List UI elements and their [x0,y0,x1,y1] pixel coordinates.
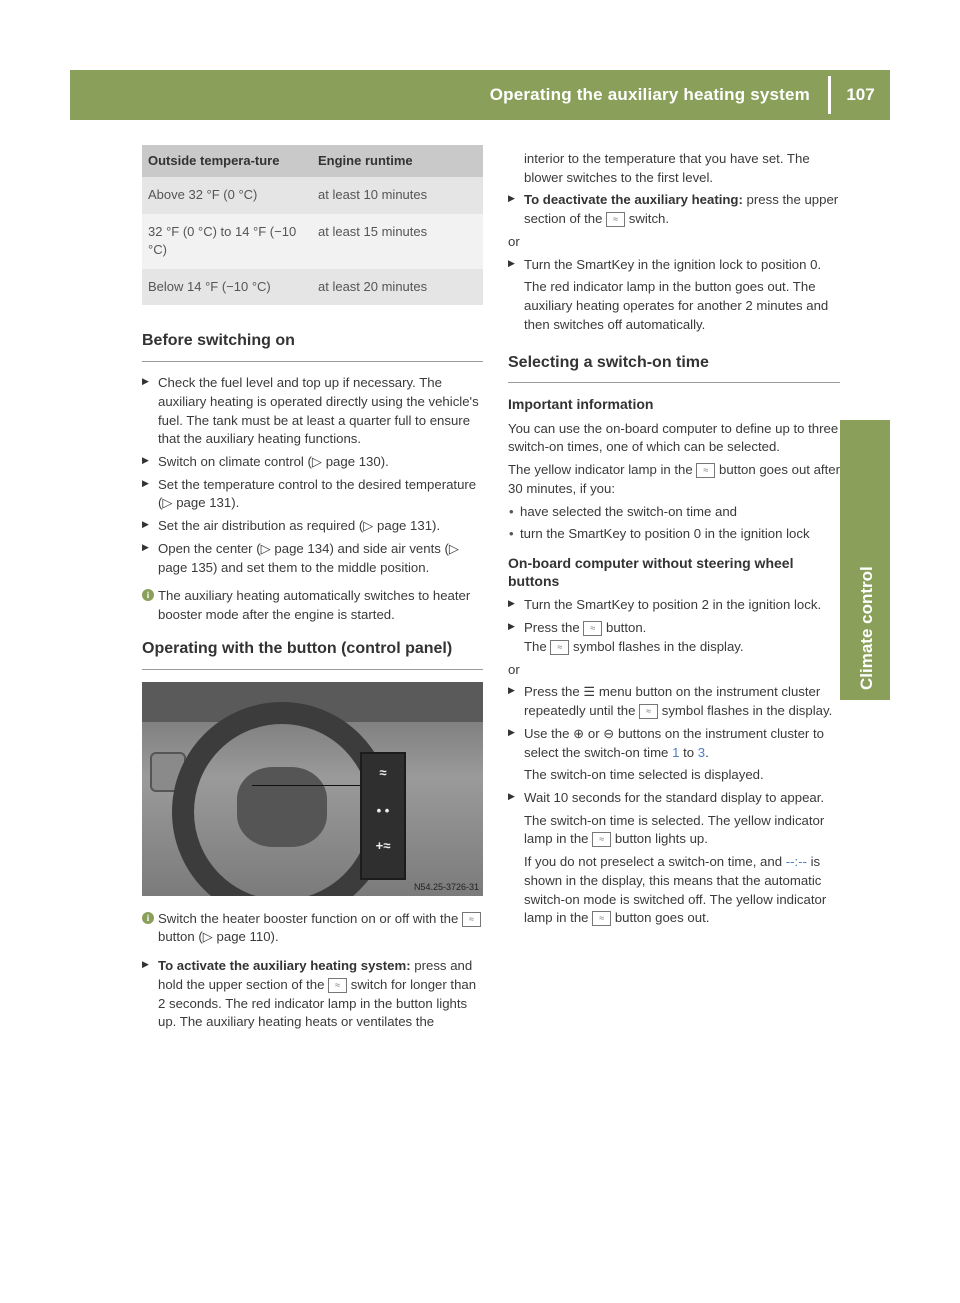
step-text: button lights up. [614,831,708,847]
display-dashes: --:-- [785,854,807,870]
auxiliary-heating-icon: ≈ [639,704,658,719]
paragraph-text: button goes out after 30 minutes, if you: [508,462,840,496]
step-result: The red indicator lamp in the button goes out. The auxiliary heating operates for another 2 minutes and then switches off automatically. [524,279,829,332]
step-text: or [587,725,600,741]
heat-symbol-icon: ≈ [379,764,387,780]
step-result: The switch-on time selected is displayed. [524,767,764,783]
step-text: to [683,744,695,760]
minus-button-icon: ⊖ [603,725,615,741]
plus-button-icon: ⊕ [573,725,585,741]
table-header: Engine runtime [312,145,483,177]
header-title: Operating the auxiliary heating system [489,85,810,104]
info-note-text: Switch the heater booster function on or off with the [158,910,459,926]
step-text: press and hold the upper section of the [158,958,473,992]
dashboard-photo [142,682,483,896]
instruction-step: ▶ Open the center (▷ page 134) and side air vents (▷ page 135) and set them to the middle position. [142,540,483,577]
auxiliary-heating-icon: ≈ [606,212,625,227]
info-note [142,910,483,947]
table-cell: at least 10 minutes [312,177,483,213]
step-title: To activate the auxiliary heating system: [158,958,411,974]
step-title: To deactivate the auxiliary heating: [524,192,743,208]
step-text: Press the [524,620,580,636]
steering-hub [237,767,327,847]
paragraph-text: The yellow indicator lamp in the [508,462,693,478]
info-note [142,587,483,624]
heater-switch [360,752,406,880]
step-text: . [705,744,709,760]
step-text: button. [606,620,647,636]
right-column [508,150,840,932]
step-text: buttons on the instrument cluster to select the switch-on time [524,725,824,760]
instruction-step: ▶ Turn the SmartKey to position 2 in the ignition lock. [508,596,840,615]
auxiliary-heating-icon: ≈ [696,463,715,478]
step-text: switch for longer than 2 seconds. [158,976,477,1011]
instruction-step [142,957,483,1032]
instruction-step: ▶ Set the temperature control to the desired temperature (▷ page 131). [142,476,483,513]
step-text: Press the [524,684,580,700]
leader-line [252,785,362,787]
instruction-step [508,619,840,656]
step-text: If you do not preselect a switch-on time, and [524,854,783,870]
indicator-dots-icon: • • [376,803,390,819]
info-note-text: button (▷ page 110). [158,929,279,945]
section-heading: Before switching on [142,331,483,362]
table-cell: at least 20 minutes [312,269,483,305]
step-text: symbol flashes in the display. [661,703,833,719]
runtime-table [142,145,483,305]
menu-button-icon: ☰ [583,684,596,700]
left-column [142,145,483,1036]
instruction-step: ▶ Wait 10 seconds for the standard display to appear. [508,789,840,808]
step-text: The [524,638,547,654]
step-text: The switch-on time is selected. The yellow indicator lamp in the [524,812,825,847]
instruction-step: ▶ Check the fuel level and top up if necessary. The auxiliary heating is operated directly using the vehicle's fuel. The tank must be at least a quarter full to ensure that the auxiliary heating functions. [142,374,483,449]
bullet-item: • turn the SmartKey to position 0 in the ignition lock [508,525,840,544]
step-result [508,812,840,849]
page-header [70,70,890,120]
page-number: 107 [846,85,875,104]
paragraph: You can use the on-board computer to define up to three switch-on times, one of which can be selected. [508,420,839,455]
table-row [142,177,483,213]
table-cell: Below 14 °F (−10 °C) [142,269,312,305]
table-cell: at least 15 minutes [312,214,483,269]
info-icon: i [142,589,154,601]
paragraph [508,461,840,498]
info-note-text: The auxiliary heating automatically switches to heater booster mode after the engine is started. [158,588,471,623]
step-text: button goes out. [614,910,710,926]
bullet-item: • have selected the switch-on time and [508,503,840,522]
heat-plus-icon: +≈ [375,837,391,853]
table-header: Outside tempera-ture [142,145,312,177]
paragraph: interior to the temperature that you have set. The blower switches to the first level. [524,151,810,185]
instruction-step: ▶ Switch on climate control (▷ page 130). [142,453,483,472]
step-text: menu button on the instrument cluster repeatedly until the [524,684,821,719]
instruction-step [508,683,840,720]
subsection-heading: On-board computer without steering wheel buttons [508,555,794,590]
instruction-step: ▶ Set the air distribution as required (▷ page 131). [142,517,483,536]
instruction-step [508,725,840,762]
or-text: or [508,661,520,677]
auxiliary-heating-icon: ≈ [592,911,611,926]
info-icon: i [142,912,154,924]
auxiliary-heating-icon: ≈ [550,640,569,655]
step-text: The red indicator lamp in the button lights up. The auxiliary heating heats or ventilates the [158,995,468,1030]
or-text: or [508,233,520,249]
heater-button-icon: ≈ [462,912,481,927]
table-cell: 32 °F (0 °C) to 14 °F (−10 °C) [142,214,312,269]
step-text: switch. [628,211,670,227]
step-text: symbol flashes in the display. [573,638,744,654]
subsection-heading: Important information [508,396,654,413]
step-text: Use the [524,725,570,741]
auxiliary-heating-icon: ≈ [328,978,347,993]
section-heading: Operating with the button (control panel) [142,639,483,670]
step-text: is shown in the display, this means that the automatic switch-on mode is switched off. The yellow indicator lamp in the [524,854,827,926]
switch-on-time-first: 1 [672,744,680,760]
step-text: press the upper section of the [524,192,839,227]
chapter-tab-label: Climate control [857,566,876,690]
table-cell: Above 32 °F (0 °C) [142,177,312,213]
instruction-step [508,191,840,228]
instruction-step: ▶ Turn the SmartKey in the ignition lock to position 0. [508,256,840,275]
photo-reference: N54.25-3726-31 [413,881,479,892]
switch-on-time-last: 3 [697,744,706,760]
table-row [142,269,483,305]
step-result [508,853,840,928]
auxiliary-heating-icon: ≈ [592,832,611,847]
auxiliary-heating-icon: ≈ [583,621,602,636]
section-heading: Selecting a switch-on time [508,353,840,384]
table-row [142,214,483,269]
